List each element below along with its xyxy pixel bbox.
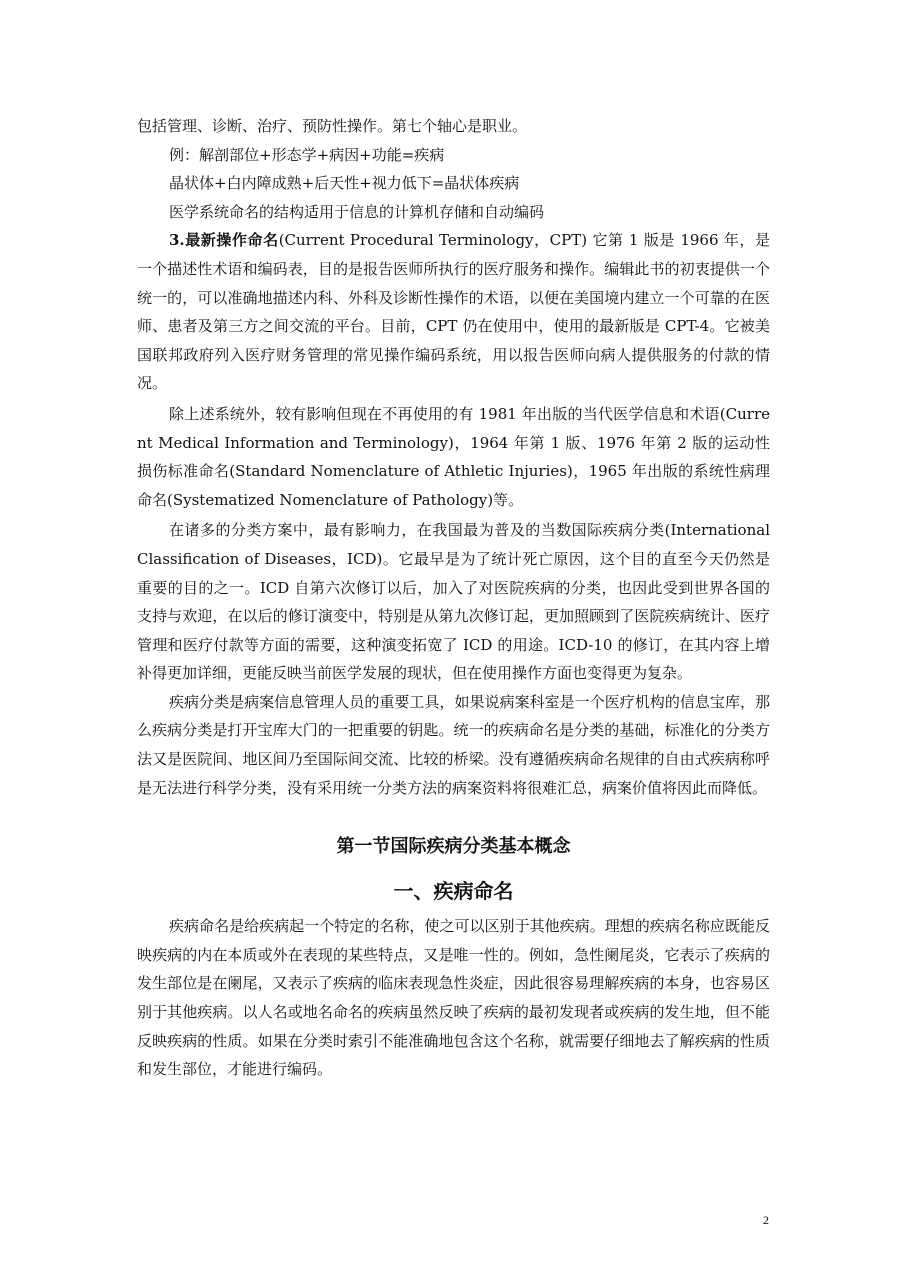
paragraph-axis-occupation: 包括管理、诊断、治疗、预防性操作。第七个轴心是职业。 (137, 117, 528, 135)
page-number: 2 (763, 1213, 769, 1227)
paragraph-example-disease: 例：解剖部位+形态学+病因+功能=疾病 (169, 145, 445, 164)
subsection-title: 一、疾病命名 (393, 879, 514, 904)
paragraph-disease-classification: 疾病分类是病案信息管理人员的重要工具，如果说病案科室是一个医疗机构的信息宝库，那么疾病分类是打开宝库大门的一把重要的钥匙。统一的疾病命名是分类的基础，标准化的分类方法又是医院间、地区间乃至国际间交流、比较的桥梁。没有遵循疾病命名规律的自由式疾病称呼是无法进行科学分类，没有采用统一分类方法的病案资料将很难汇总，病案价值将因此而降低。 (137, 692, 770, 797)
paragraph-system-structure: 医学系统命名的结构适用于信息的计算机存储和自动编码 (169, 202, 545, 221)
paragraph-icd: 在诸多的分类方案中，最有影响力，在我国最为普及的当数国际疾病分类(International Classification of Diseases，ICD)。它最早是为了统计死亡原因，这个目的直至今天仍然是重要的目的之一。ICD 自第六次修订以后，加入了对医院疾病的分类，也因此受到世界各国的支持与欢迎，在以后的修订演变中，特别是从第九次修订起，更加照顾到了医院疾病统计、医疗管理和医疗付款等方面的需要，这种演变拓宽了 ICD 的用途。ICD-10 的修订，在其内容上增补得更加详细，更能反映当前医学发展的现状，但在使用操作方面也变得更为复杂。 (137, 521, 770, 683)
paragraph-cpt (137, 226, 770, 398)
cpt-body: (Current Procedural Terminology，CPT) 它第 1 版是 1966 年，是一个描述性术语和编码表，目的是报告医师所执行的医疗服务和操作。编辑此书的初衷提供一个统一的，可以准确地描述内科、外科及诊断性操作的术语，以便在美国境内建立一个可靠的在医师、患者及第三方之间交流的平台。目前，CPT 仍在使用中，使用的最新版是 CPT-4。它被美国联邦政府列入医疗财务管理的常见操作编码系统，用以报告医师向病人提供服务的付款的情况。 (137, 231, 770, 393)
page-content (137, 112, 770, 1084)
paragraph-example-lens: 晶状体+白内障成熟+后天性+视力低下=晶状体疾病 (169, 174, 520, 193)
cpt-heading: 3.最新操作命名 (169, 231, 279, 250)
paragraph-other-systems: 除上述系统外，较有影响但现在不再使用的有 1981 年出版的当代医学信息和术语(Current Medical Information and Terminology)，1964 年第 1 版、1976 年第 2 版的运动性损伤标准命名(Standard Nomenclature of Athletic Injuries)，1965 年出版的系统性病理命名(Systematized Nomenclature of Pathology)等。 (137, 404, 770, 509)
section-title: 第一节国际疾病分类基本概念 (336, 836, 571, 858)
paragraph-disease-naming: 疾病命名是给疾病起一个特定的名称，使之可以区别于其他疾病。理想的疾病名称应既能反映疾病的内在本质或外在表现的某些特点，又是唯一性的。例如，急性阑尾炎，它表示了疾病的发生部位是在阑尾，又表示了疾病的临床表现急性炎症，因此很容易理解疾病的本身，也容易区别于其他疾病。以人名或地名命名的疾病虽然反映了疾病的最初发现者或疾病的发生地，但不能反映疾病的性质。如果在分类时索引不能准确地包含这个名称，就需要仔细地去了解疾病的性质和发生部位，才能进行编码。 (137, 917, 770, 1079)
